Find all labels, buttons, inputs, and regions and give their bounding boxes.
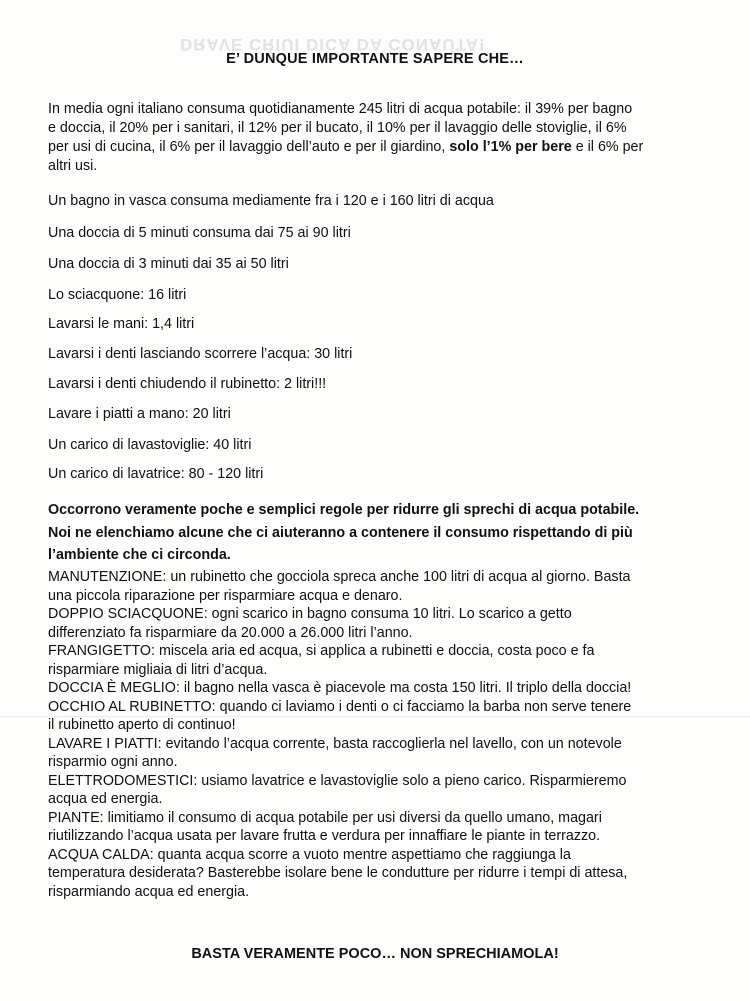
bleed-through-text: DRAVE CRIUI DICA DA CONAUTA!: [180, 35, 486, 54]
consumption-item: Una doccia di 5 minuti consuma dai 75 ai 90 litri: [48, 225, 351, 241]
consumption-item: Lo sciacquone: 16 litri: [48, 287, 187, 303]
consumption-item: Una doccia di 3 minuti dai 35 ai 50 litri: [48, 256, 289, 272]
consumption-item: Lavarsi le mani: 1,4 litri: [48, 316, 195, 332]
intro-paragraph: [48, 100, 698, 176]
consumption-item: Un bagno in vasca consuma mediamente fra i 120 e i 160 litri di acqua: [48, 193, 494, 209]
consumption-item: Lavarsi i denti chiudendo il rubinetto: 2 litri!!!: [48, 376, 327, 392]
intro-text-start: In media ogni italiano consuma quotidianamente 245 litri di acqua potabile: il 39% per bagno e doccia, il 20% per i sanitari, il 12% per il bucato, il 10% per il lavaggio delle stoviglie, il 6% per usi di cucina, il 6% per il lavaggio dell’auto e per il giardino,: [48, 101, 633, 155]
consumption-item: Lavarsi i denti lasciando scorrere l’acqua: 30 litri: [48, 346, 353, 362]
tips-list: MANUTENZIONE: un rubinetto che gocciola spreca anche 100 litri di acqua al giorno. Basta una piccola riparazione per risparmiare acqua e denaro. DOPPIO SCIACQUONE: ogni scarico in bagno consuma 10 litri. Lo scarico a getto differenziato fa risparmiare da 20.000 a 26.000 litri l’anno. FRANGIGETTO: miscela aria ed acqua, si applica a rubinetti e doccia, costa poco e fa risparmiare migliaia di litri d’acqua. DOCCIA È MEGLIO: il bagno nella vasca è piacevole ma costa 150 litri. Il triplo della doccia! OCCHIO AL RUBINETTO: quando ci laviamo i denti o ci facciamo la barba non serve tenere il rubinetto aperto di continuo! LAVARE I PIATTI: evitando l’acqua corrente, basta raccoglierla nel lavello, con un notevole risparmio ogni anno. ELETTRODOMESTICI: usiamo lavatrice e lavastoviglie solo a pieno carico. Risparmieremo acqua ed energia. PIANTE: limitiamo il consumo di acqua potabile per usi diversi da quello umano, magari riutilizzando l’acqua usata per lavare frutta e verdura per innaffiare le piante in terrazzo. ACQUA CALDA: quanta acqua scorre a vuoto mentre aspettiamo che raggiunga la temperatura desiderata? Basterebbe isolare bene le condutture per ridurre i tempi di attesa, risparmiando acqua ed energia.: [48, 569, 632, 900]
intro-text-end: e il 6% per altri usi.: [48, 139, 644, 174]
consumption-item: Un carico di lavastoviglie: 40 litri: [48, 437, 252, 453]
consumption-item: Un carico di lavatrice: 80 - 120 litri: [48, 466, 264, 482]
lead-paragraph: Occorrono veramente poche e semplici regole per ridurre gli sprechi di acqua potabile. Noi ne elenchiamo alcune che ci aiuteranno a contenere il consumo rispettando di più l’ambiente che ci circonda.: [48, 502, 640, 563]
consumption-item: Lavare i piatti a mano: 20 litri: [48, 406, 231, 422]
closing-slogan: BASTA VERAMENTE POCO… NON SPRECHIAMOLA!: [191, 946, 559, 962]
page-title: E’ DUNQUE IMPORTANTE SAPERE CHE…: [226, 51, 524, 67]
intro-emphasis: solo l’1% per bere: [449, 139, 572, 155]
